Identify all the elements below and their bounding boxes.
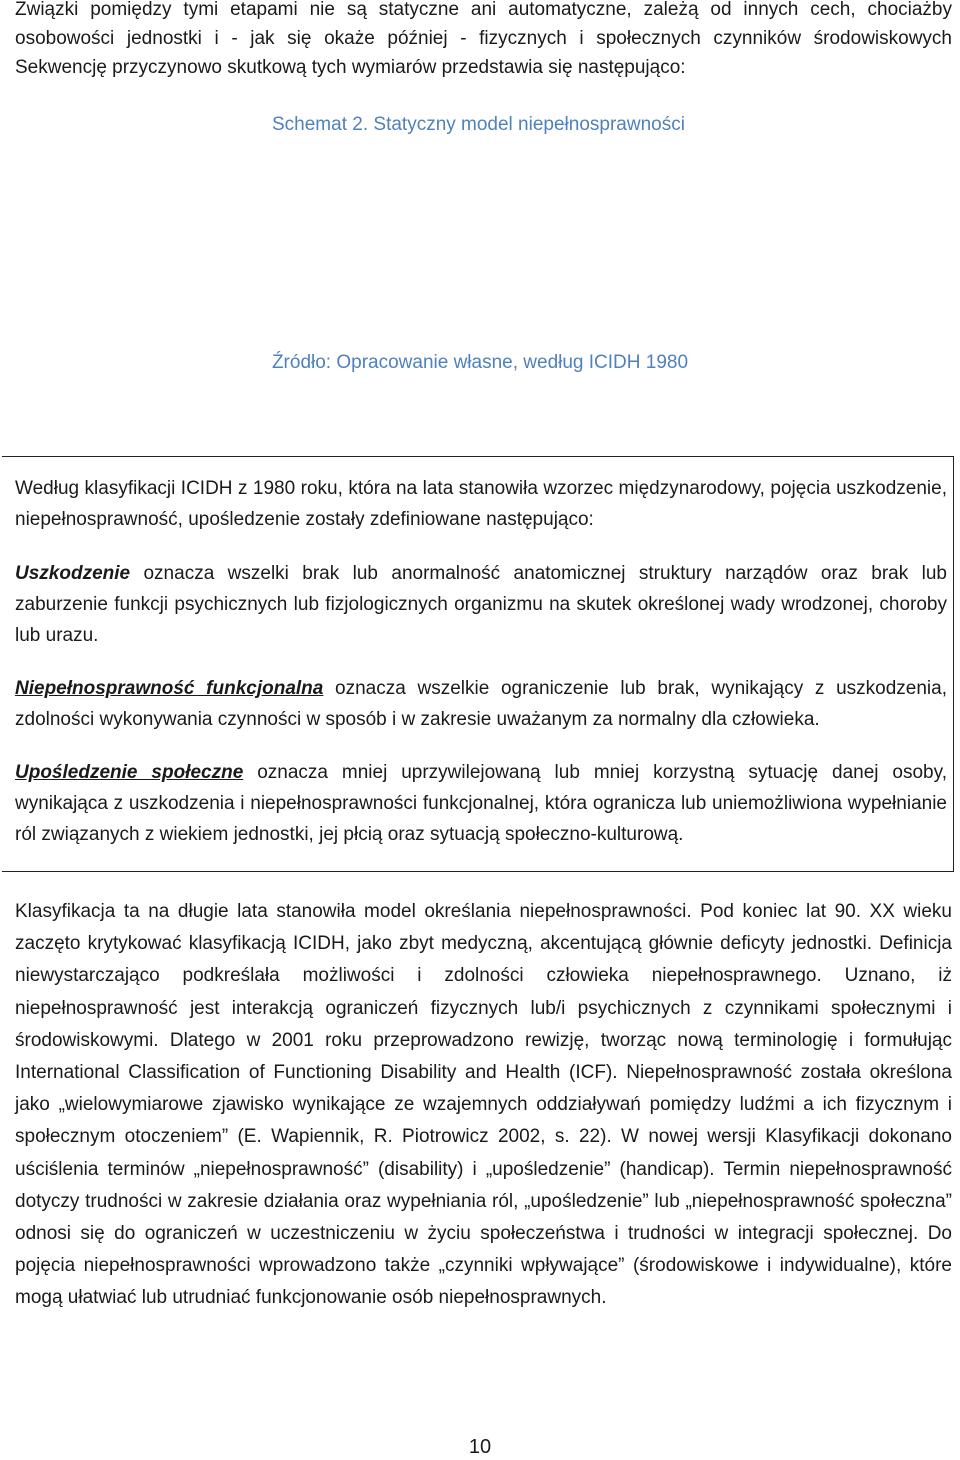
- intro-paragraph: Związki pomiędzy tymi etapami nie są statyczne ani automatyczne, zależą od innych cech, chociażby osobowości jednostki i - jak się okaże później - fizycznych i społecznych czynników środowiskowych Sekwencję przyczynowo skutkową tych wymiarów przedstawia się następująco:: [15, 0, 952, 78]
- definition-item: [15, 673, 947, 735]
- definition-text: oznacza wszelkie ograniczenie lub brak, wynikający z uszkodzenia, zdolności wykonywania czynności w sposób i w zakresie uważanym za normalny dla człowieka.: [15, 678, 947, 730]
- definition-item: [15, 757, 947, 850]
- definition-text: oznacza wszelki brak lub anormalność anatomicznej struktury narządów oraz brak lub zaburzenie funkcji psychicznych lub fizjologicznych organizmu na skutek określonej wady wrodzonej, choroby lub urazu.: [15, 563, 947, 646]
- box-intro: Według klasyfikacji ICIDH z 1980 roku, która na lata stanowiła wzorzec międzynarodowy, pojęcia uszkodzenie, niepełnosprawność, upośledzenie zostały zdefiniowane następująco:: [15, 478, 947, 530]
- page-number: 10: [468, 1436, 492, 1458]
- definition-term: Niepełnosprawność funkcjonalna: [15, 678, 324, 699]
- body-paragraph: Klasyfikacja ta na długie lata stanowiła model określania niepełnosprawności. Pod koniec lat 90. XX wieku zaczęto krytykować klasyfikacją ICIDH, jako zbyt medyczną, akcentującą głównie deficyty jednostki. Definicja niewystarczająco podkreślała możliwości i zdolności człowieka niepełnosprawnego. Uznano, iż niepełnosprawność jest interakcją ograniczeń fizycznych lub/i psychicznych z czynnikami społecznymi i środowiskowymi. Dlatego w 2001 roku przeprowadzono rewizję, tworząc nową terminologię i formułując International Classification of Functioning Disability and Health (ICF). Niepełnosprawność została określona jako „wielowymiarowe zjawisko wynikające ze wzajemnych oddziaływań pomiędzy ludźmi a ich fizycznym i społecznym otoczeniem” (E. Wapiennik, R. Piotrowicz 2002, s. 22). W nowej wersji Klasyfikacji dokonano uściślenia terminów „niepełnosprawność” (disability) i „upośledzenie” (handicap). Termin niepełnosprawność dotyczy trudności w zakresie działania oraz wypełniania ról, „upośledzenie” lub „niepełnosprawność społeczna” odnosi się do ograniczeń w uczestniczeniu w życiu społeczeństwa i trudności w integracji społecznej. Do pojęcia niepełnosprawności wprowadzono także „czynniki wpływające” (środowiskowe i indywidualne), które mogą ułatwiać lub utrudniać funkcjonowanie osób niepełnosprawnych.: [15, 901, 952, 1309]
- schema-title: Statyczny model niepełnosprawności: [373, 114, 685, 135]
- definition-term: Upośledzenie społeczne: [15, 762, 244, 783]
- definition-item: [15, 558, 947, 651]
- schema-source: Źródło: Opracowanie własne, według ICIDH 1980: [271, 352, 689, 373]
- schema-label: Schemat 2.: [272, 114, 369, 135]
- definition-text: oznacza mniej uprzywilejowaną lub mniej korzystną sytuację danej osoby, wynikająca z uszkodzenia i niepełnosprawności funkcjonalnej, która ogranicza lub uniemożliwiona wypełnianie ról związanych z wiekiem jednostki, jej płcią oraz sytuacją społeczno-kulturową.: [15, 762, 947, 845]
- schema-caption: [272, 114, 685, 136]
- definition-term: Uszkodzenie: [15, 563, 131, 584]
- definitions-box: [2, 456, 954, 872]
